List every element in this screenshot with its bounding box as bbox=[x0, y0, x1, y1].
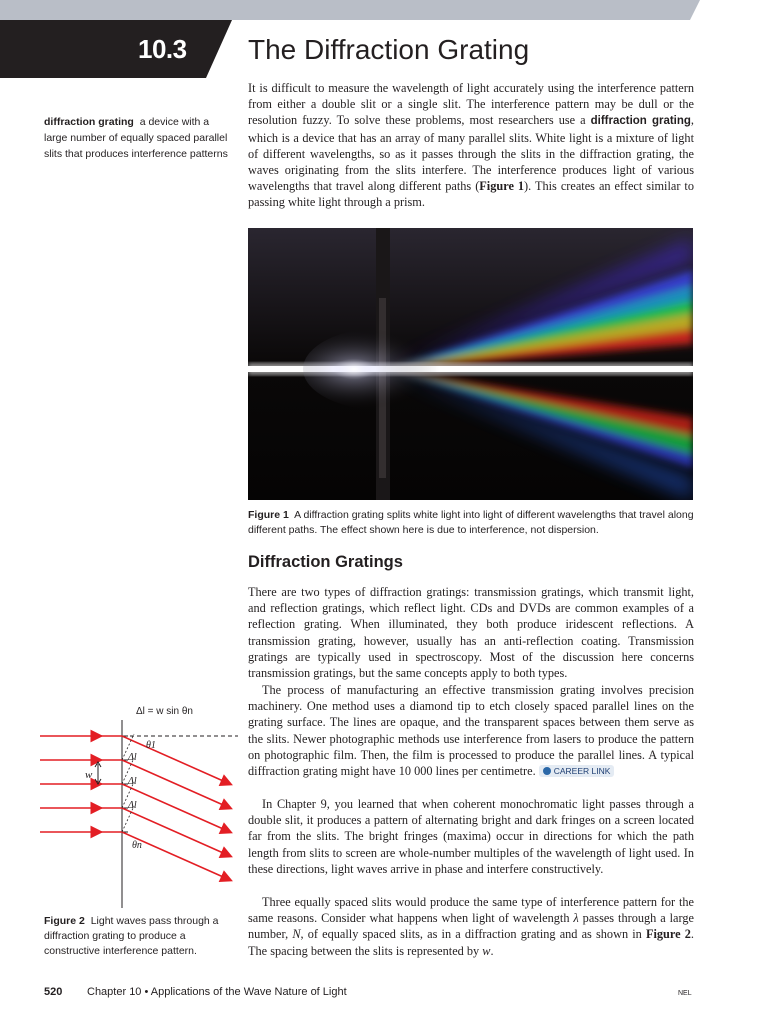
header-bar bbox=[0, 0, 768, 20]
margin-glossary-note bbox=[44, 114, 234, 162]
page-title: The Diffraction Grating bbox=[248, 34, 530, 65]
theta-n-label: θn bbox=[132, 840, 142, 851]
glossary-term: diffraction grating bbox=[44, 116, 134, 128]
figure2-label: Figure 2 bbox=[44, 915, 85, 927]
glossary-definition: a device with a large number of equally spaced parallel slits that produces interference patterns bbox=[44, 116, 228, 160]
path-difference-equation: Δl = w sin θn bbox=[136, 706, 193, 717]
intro-paragraph: It is difficult to measure the wavelength of light accurately using the interference pattern from either a double slit or a single slit. The interference pattern may be dull or the resolution fuzzy. To solve these problems, most researchers use a diffraction grating, which is a device that has an array of many parallel slits. White light is a mixture of light of different wavelengths, so as it passes through the slits in the diffraction grating, the waves originating from the slits interfere. The interference produces light of various wavelengths that travel along different paths (Figure 1). This creates an effect similar to passing white light through a prism. bbox=[248, 81, 694, 210]
career-link-icon bbox=[543, 767, 551, 775]
chapter-footer: Chapter 10 • Applications of the Wave Nature of Light bbox=[87, 986, 347, 998]
delta-l-label-1: Δl bbox=[128, 752, 137, 763]
figure1-photo bbox=[248, 228, 693, 500]
publisher-mark: NEL bbox=[678, 990, 692, 997]
body-paragraph-2: The process of manufacturing an effective transmission grating involves precision machinery. One method uses a diamond tip to etch closely spaced parallel lines on the grating surface. The lines are opaque, and the transparent spaces between them serve as the slits. Newer photographic methods use interference from lasers to produce the pattern on photographic film. Then, the film is processed to produce the parallel lines. A typical diffraction grating might have 10 000 lines per centimetre. CAREER LINK bbox=[248, 683, 694, 779]
body-paragraph-1: There are two types of diffraction gratings: transmission gratings, which transmit light, and reflection gratings, which reflect light. CDs and DVDs are common examples of a reflection grating. When illuminated, they both produce iridescent reflections. A transmission grating, however, usually has an anti-reflection coating. Transmission gratings are typically used in spectroscopy. Most of the discussion here concerns transmission gratings, but the same concepts apply to both types. bbox=[248, 585, 694, 681]
body-paragraph-4: Three equally spaced slits would produce the same type of interference pattern for the same reasons. Consider what happens when light of wavelength λ passes through a large number, N, of equally spaced slits, as in a diffraction grating and as shown in Figure 2. The spacing between the slits is represented by w. bbox=[248, 895, 694, 958]
theta1-label: θ1 bbox=[146, 740, 156, 751]
figure1-label: Figure 1 bbox=[248, 509, 289, 521]
delta-l-label-3: Δl bbox=[128, 800, 137, 811]
delta-l-label-2: Δl bbox=[128, 776, 137, 787]
slit-spacing-label: w bbox=[85, 769, 93, 781]
section-number: 10.3 bbox=[138, 34, 187, 64]
figure2-diagram bbox=[40, 698, 240, 908]
glossary-term-inline: diffraction grating bbox=[590, 115, 691, 128]
page-number: 520 bbox=[44, 986, 63, 998]
figure1-caption: Figure 1 A diffraction grating splits white light into light of different wavelengths that travel along different paths. The effect shown here is due to interference, not dispersion. bbox=[248, 509, 694, 536]
body-paragraph-3: In Chapter 9, you learned that when coherent monochromatic light passes through a double slit, it produces a pattern of alternating bright and dark fringes on a screen located far from the slits. The bright fringes (maxima) occur in directions for which the path length from slits to screen are whole-number multiples of the wavelength of light used. In these directions, light waves arrive in phase and interfere constructively. bbox=[248, 797, 694, 876]
figure2-reference: Figure 2 bbox=[645, 927, 691, 942]
section-heading: Diffraction Gratings bbox=[248, 553, 403, 571]
figure2-caption: Figure 2 Light waves pass through a diffraction grating to produce a constructive interference pattern. bbox=[44, 915, 219, 957]
career-link-button[interactable]: CAREER LINK bbox=[539, 765, 615, 777]
figure-reference: Figure 1 bbox=[479, 179, 525, 194]
